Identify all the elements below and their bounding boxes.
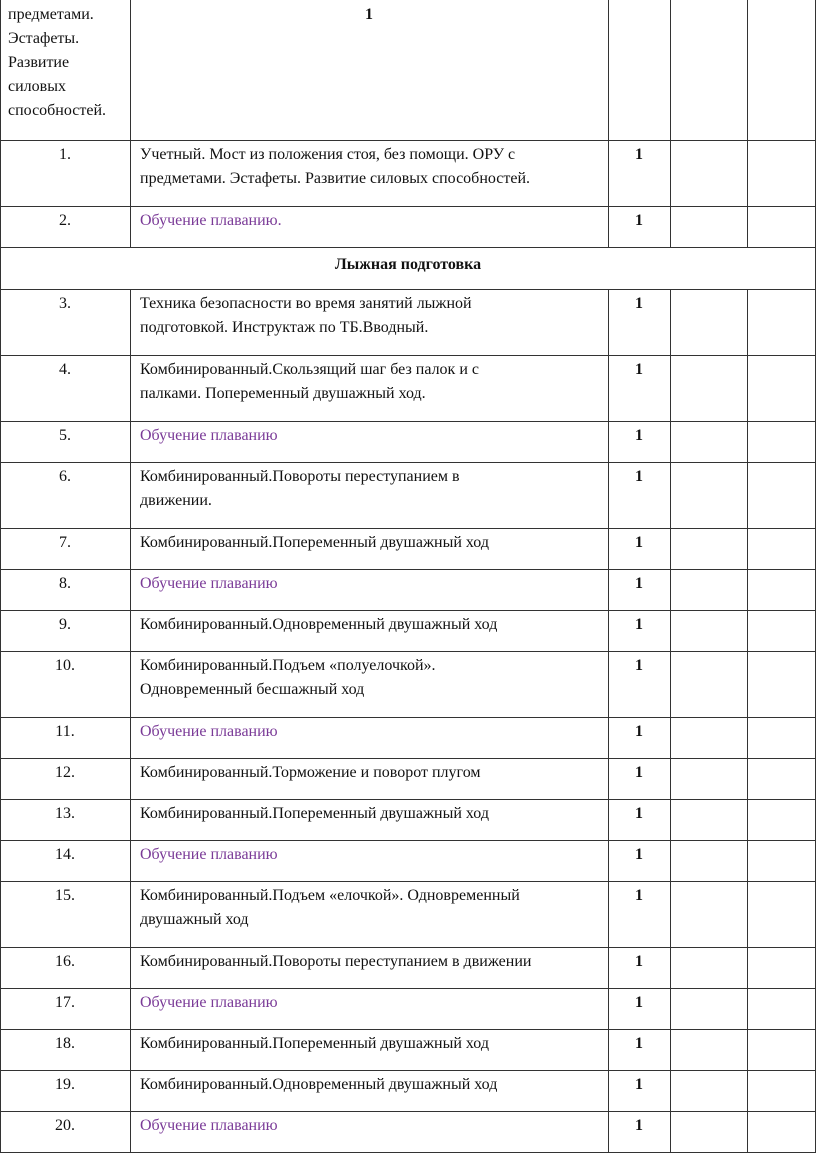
table-border xyxy=(747,947,748,988)
table-border xyxy=(0,289,1,355)
table-border xyxy=(130,1029,131,1070)
table-border xyxy=(608,840,609,881)
section-title: Лыжная подготовка xyxy=(334,256,482,273)
table-border xyxy=(747,840,748,881)
table-border xyxy=(0,758,816,759)
hours-value: 1 xyxy=(635,295,643,312)
table-border xyxy=(608,1111,609,1152)
lesson-description: Обучение плаванию xyxy=(140,846,278,863)
table-border xyxy=(747,0,748,140)
table-border xyxy=(608,881,609,947)
table-border xyxy=(130,610,131,651)
table-border xyxy=(0,651,1,717)
table-border xyxy=(608,758,609,799)
table-border xyxy=(670,610,671,651)
table-border xyxy=(0,799,816,800)
table-border xyxy=(670,355,671,421)
hours-value: 1 xyxy=(365,6,373,23)
table-border xyxy=(0,610,1,651)
lesson-description: предметами. Эстафеты. Развитие силовых способностей. xyxy=(140,170,531,187)
table-border xyxy=(0,462,816,463)
lesson-description: Комбинированный.Попеременный двушажный ход xyxy=(140,534,489,551)
row-number: 5. xyxy=(59,427,71,444)
table-border xyxy=(0,881,816,882)
table-border xyxy=(0,421,1,462)
table-border xyxy=(670,0,671,140)
table-border xyxy=(747,988,748,1029)
lesson-description: Комбинированный.Одновременный двушажный ход xyxy=(140,616,498,633)
carryover-text-line: Развитие xyxy=(8,54,70,71)
table-border xyxy=(747,206,748,247)
table-border xyxy=(130,651,131,717)
table-border xyxy=(670,717,671,758)
table-border xyxy=(0,1029,1,1070)
table-border xyxy=(0,988,1,1029)
table-border xyxy=(0,1070,1,1111)
table-border xyxy=(0,140,816,141)
hours-value: 1 xyxy=(635,616,643,633)
table-border xyxy=(0,717,1,758)
table-border xyxy=(0,528,1,569)
table-border xyxy=(747,610,748,651)
row-number: 3. xyxy=(59,295,71,312)
lesson-description: Комбинированный.Попеременный двушажный ход xyxy=(140,1035,489,1052)
table-border xyxy=(608,421,609,462)
table-border xyxy=(608,1029,609,1070)
lesson-description: Комбинированный.Подъем «полуелочкой». xyxy=(140,657,436,674)
lesson-description: Комбинированный.Подъем «елочкой». Одновременный xyxy=(140,887,520,904)
table-border xyxy=(670,140,671,206)
table-border xyxy=(747,1111,748,1152)
table-border xyxy=(747,1029,748,1070)
table-border xyxy=(130,462,131,528)
table-border xyxy=(0,947,816,948)
lesson-description: Обучение плаванию xyxy=(140,723,278,740)
table-border xyxy=(130,947,131,988)
hours-value: 1 xyxy=(635,361,643,378)
hours-value: 1 xyxy=(635,994,643,1011)
hours-value: 1 xyxy=(635,657,643,674)
table-border xyxy=(608,289,609,355)
row-number: 2. xyxy=(59,212,71,229)
table-border xyxy=(608,651,609,717)
table-border xyxy=(670,799,671,840)
hours-value: 1 xyxy=(635,427,643,444)
hours-value: 1 xyxy=(635,1076,643,1093)
table-border xyxy=(747,758,748,799)
table-border xyxy=(0,421,816,422)
row-number: 18. xyxy=(55,1035,75,1052)
table-border xyxy=(130,881,131,947)
table-border xyxy=(0,840,1,881)
row-number: 12. xyxy=(55,764,75,781)
table-border xyxy=(0,610,816,611)
table-border xyxy=(747,881,748,947)
hours-value: 1 xyxy=(635,953,643,970)
table-border xyxy=(747,569,748,610)
lesson-description: двушажный ход xyxy=(140,911,249,928)
table-border xyxy=(0,988,816,989)
row-number: 1. xyxy=(59,146,71,163)
table-border xyxy=(608,799,609,840)
row-number: 4. xyxy=(59,361,71,378)
table-border xyxy=(130,988,131,1029)
lesson-description: Обучение плаванию xyxy=(140,575,278,592)
table-border xyxy=(608,610,609,651)
lesson-description: Одновременный бесшажный ход xyxy=(140,681,365,698)
table-border xyxy=(130,528,131,569)
lesson-description: движении. xyxy=(140,492,212,509)
lesson-description: Комбинированный.Повороты переступанием в движении xyxy=(140,953,532,970)
row-number: 9. xyxy=(59,616,71,633)
table-border xyxy=(0,569,1,610)
table-border xyxy=(670,1029,671,1070)
table-border xyxy=(670,569,671,610)
table-border xyxy=(608,206,609,247)
table-border xyxy=(0,1111,816,1112)
table-border xyxy=(130,421,131,462)
row-number: 14. xyxy=(55,846,75,863)
table-border xyxy=(670,421,671,462)
table-border xyxy=(670,881,671,947)
table-border xyxy=(130,1070,131,1111)
table-border xyxy=(0,247,1,289)
row-number: 20. xyxy=(55,1117,75,1134)
table-border xyxy=(130,799,131,840)
table-border xyxy=(130,840,131,881)
table-border xyxy=(0,1070,816,1071)
table-border xyxy=(670,651,671,717)
table-border xyxy=(0,355,1,421)
lesson-description: Комбинированный.Повороты переступанием в xyxy=(140,468,460,485)
table-border xyxy=(130,758,131,799)
table-border xyxy=(0,1152,816,1153)
carryover-text-line: способностей. xyxy=(8,102,107,119)
hours-value: 1 xyxy=(635,846,643,863)
table-border xyxy=(130,206,131,247)
hours-value: 1 xyxy=(635,575,643,592)
table-border xyxy=(670,289,671,355)
table-border xyxy=(0,881,1,947)
hours-value: 1 xyxy=(635,723,643,740)
table-border xyxy=(0,840,816,841)
lesson-description: Обучение плаванию. xyxy=(140,212,282,229)
lesson-description: подготовкой. Инструктаж по ТБ.Вводный. xyxy=(140,319,429,336)
hours-value: 1 xyxy=(635,1117,643,1134)
table-border xyxy=(608,569,609,610)
lesson-description: Обучение плаванию xyxy=(140,427,278,444)
table-border xyxy=(747,799,748,840)
row-number: 13. xyxy=(55,805,75,822)
table-border xyxy=(608,717,609,758)
table-border xyxy=(608,355,609,421)
table-border xyxy=(130,289,131,355)
row-number: 8. xyxy=(59,575,71,592)
table-border xyxy=(608,988,609,1029)
table-border xyxy=(608,528,609,569)
row-number: 16. xyxy=(55,953,75,970)
lesson-description: Учетный. Мост из положения стоя, без помощи. ОРУ с xyxy=(140,146,516,163)
table-border xyxy=(670,1070,671,1111)
table-border xyxy=(670,988,671,1029)
table-border xyxy=(0,140,1,206)
table-border xyxy=(747,1070,748,1111)
table-border xyxy=(130,0,131,140)
hours-value: 1 xyxy=(635,887,643,904)
table-border xyxy=(670,206,671,247)
lesson-description: палками. Попеременный двушажный ход. xyxy=(140,385,426,402)
table-border xyxy=(670,1111,671,1152)
row-number: 7. xyxy=(59,534,71,551)
lesson-description: Обучение плаванию xyxy=(140,1117,278,1134)
table-border xyxy=(608,462,609,528)
table-border xyxy=(670,758,671,799)
hours-value: 1 xyxy=(635,534,643,551)
table-border xyxy=(0,462,1,528)
table-border xyxy=(747,421,748,462)
lesson-description: Комбинированный.Торможение и поворот плугом xyxy=(140,764,481,781)
lesson-description: Техника безопасности во время занятий лыжной xyxy=(140,295,472,312)
table-border xyxy=(0,247,816,248)
table-border xyxy=(608,1070,609,1111)
table-border xyxy=(670,528,671,569)
table-border xyxy=(0,758,1,799)
table-border xyxy=(608,140,609,206)
table-border xyxy=(0,651,816,652)
table-border xyxy=(0,206,816,207)
row-number: 17. xyxy=(55,994,75,1011)
table-border xyxy=(130,355,131,421)
table-border xyxy=(670,840,671,881)
table-border xyxy=(747,462,748,528)
hours-value: 1 xyxy=(635,468,643,485)
hours-value: 1 xyxy=(635,764,643,781)
table-border xyxy=(0,0,1,140)
lesson-description: Комбинированный.Скользящий шаг без палок и с xyxy=(140,361,479,378)
table-border xyxy=(0,206,1,247)
table-border xyxy=(747,289,748,355)
table-border xyxy=(0,355,816,356)
table-border xyxy=(0,1111,1,1152)
table-border xyxy=(0,947,1,988)
row-number: 19. xyxy=(55,1076,75,1093)
table-border xyxy=(747,528,748,569)
table-border xyxy=(608,0,609,140)
row-number: 11. xyxy=(55,723,75,740)
table-border xyxy=(747,651,748,717)
lesson-description: Комбинированный.Попеременный двушажный ход xyxy=(140,805,489,822)
table-border xyxy=(670,947,671,988)
table-border xyxy=(747,355,748,421)
table-border xyxy=(608,947,609,988)
row-number: 6. xyxy=(59,468,71,485)
hours-value: 1 xyxy=(635,146,643,163)
hours-value: 1 xyxy=(635,1035,643,1052)
row-number: 15. xyxy=(55,887,75,904)
lesson-description: Обучение плаванию xyxy=(140,994,278,1011)
table-border xyxy=(0,569,816,570)
table-border xyxy=(747,140,748,206)
table-border xyxy=(130,569,131,610)
table-border xyxy=(0,799,1,840)
carryover-text-line: силовых xyxy=(8,78,66,95)
table-border xyxy=(130,717,131,758)
table-border xyxy=(130,140,131,206)
carryover-text-line: Эстафеты. xyxy=(8,30,80,47)
table-border xyxy=(130,1111,131,1152)
hours-value: 1 xyxy=(635,805,643,822)
table-border xyxy=(0,528,816,529)
lesson-description: Комбинированный.Одновременный двушажный ход xyxy=(140,1076,498,1093)
table-border xyxy=(670,462,671,528)
table-border xyxy=(0,289,816,290)
table-border xyxy=(0,717,816,718)
carryover-text-line: предметами. xyxy=(8,6,94,23)
table-border xyxy=(0,1029,816,1030)
hours-value: 1 xyxy=(635,212,643,229)
table-border xyxy=(747,717,748,758)
row-number: 10. xyxy=(55,657,75,674)
